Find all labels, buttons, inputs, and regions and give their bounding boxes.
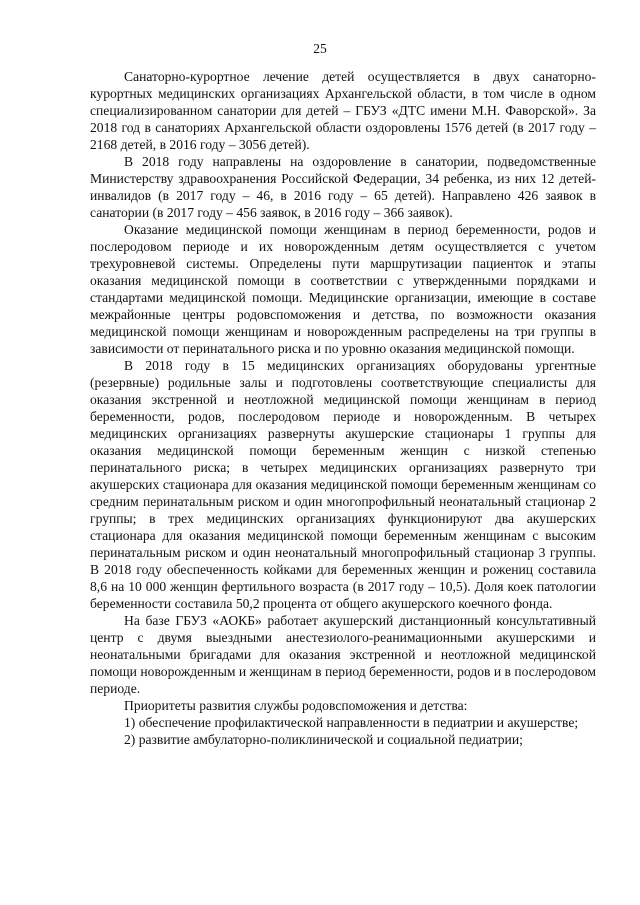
paragraph-priorities-heading: Приоритеты развития службы родовспоможения и детства: [124, 698, 468, 713]
paragraph-obstetric-hospitals: В 2018 году в 15 медицинских организациях оборудованы ургентные (резервные) родильные залы и подготовлены соответствующие специалисты для оказания экстренной и неотложной медицинской помощи женщинам в период беременности, родов, послеродовом периоде и новорожденным. В четырех медицинских организациях развернуты акушерские стационары 1 группы для оказания медицинской помощи беременным женщин с низкой степенью перинатального риска; в четырех медицинских организациях развернуто три акушерских стационара для оказания медицинской помощи беременным женщинам со средним перинатальным риском и один многопрофильный неонатальный стационар 2 группы; в трех медицинских организациях функционируют два акушерских стационара для оказания медицинской помощи беременным женщинам с высоким перинатальным риском и один неонатальный многопрофильный стационар 3 группы. В 2018 году обеспеченность койками для беременных женщин и рожениц составила 8,6 на 10 000 женщин фертильного возраста (в 2017 году – 10,5). Доля коек патологии беременности составила 50,2 процента от общего акушерского коечного фонда. [90, 358, 596, 611]
list-item-priority-1: 1) обеспечение профилактической направленности в педиатрии и акушерстве; [124, 715, 579, 730]
paragraph-sanatorium-treatment: Санаторно-курортное лечение детей осуществляется в двух санаторно-курортных медицинских организациях Архангельской области, в том числе в одном специализированном санатории для детей – ГБУЗ «ДТС имени М.Н. Фаворской». За 2018 год в санаториях Архангельской области оздоровлены 1576 детей (в 2017 году – 2168 детей, в 2016 году – 3056 детей). [90, 69, 596, 152]
paragraph-consultative-center: На базе ГБУЗ «АОКБ» работает акушерский дистанционный консультативный центр с двумя выездными анестезиолого-реанимационными акушерскими и неонатальными бригадами для оказания экстренной и неотложной медицинской помощи новорожденным и женщинам в период беременности, родов и в послеродовом периоде. [90, 613, 596, 696]
body-text [90, 68, 596, 748]
paragraph-maternal-care-system: Оказание медицинской помощи женщинам в период беременности, родов и послеродовом периоде и их новорожденным детям осуществляется с учетом трехуровневой системы. Определены пути маршрутизации пациенток и этапы оказания медицинской помощи в соответствии с утвержденными порядками и стандартами медицинской помощи. Медицинские организации, имеющие в составе межрайонные центры родовспоможения и детства, по возможности оказания медицинской помощи женщинам и новорожденным распределены на три группы в зависимости от перинатального риска и по уровню оказания медицинской помощи. [90, 222, 596, 356]
list-item-priority-2: 2) развитие амбулаторно-поликлинической и социальной педиатрии; [124, 732, 523, 747]
paragraph-federal-sanatoriums: В 2018 году направлены на оздоровление в санатории, подведомственные Министерству здравоохранения Российской Федерации, 34 ребенка, из них 12 детей-инвалидов (в 2017 году – 46, в 2016 году – 65 детей). Направлено 426 заявок в санатории (в 2017 году – 456 заявок, в 2016 году – 366 заявок). [90, 154, 596, 220]
page-number: 25 [313, 41, 327, 56]
